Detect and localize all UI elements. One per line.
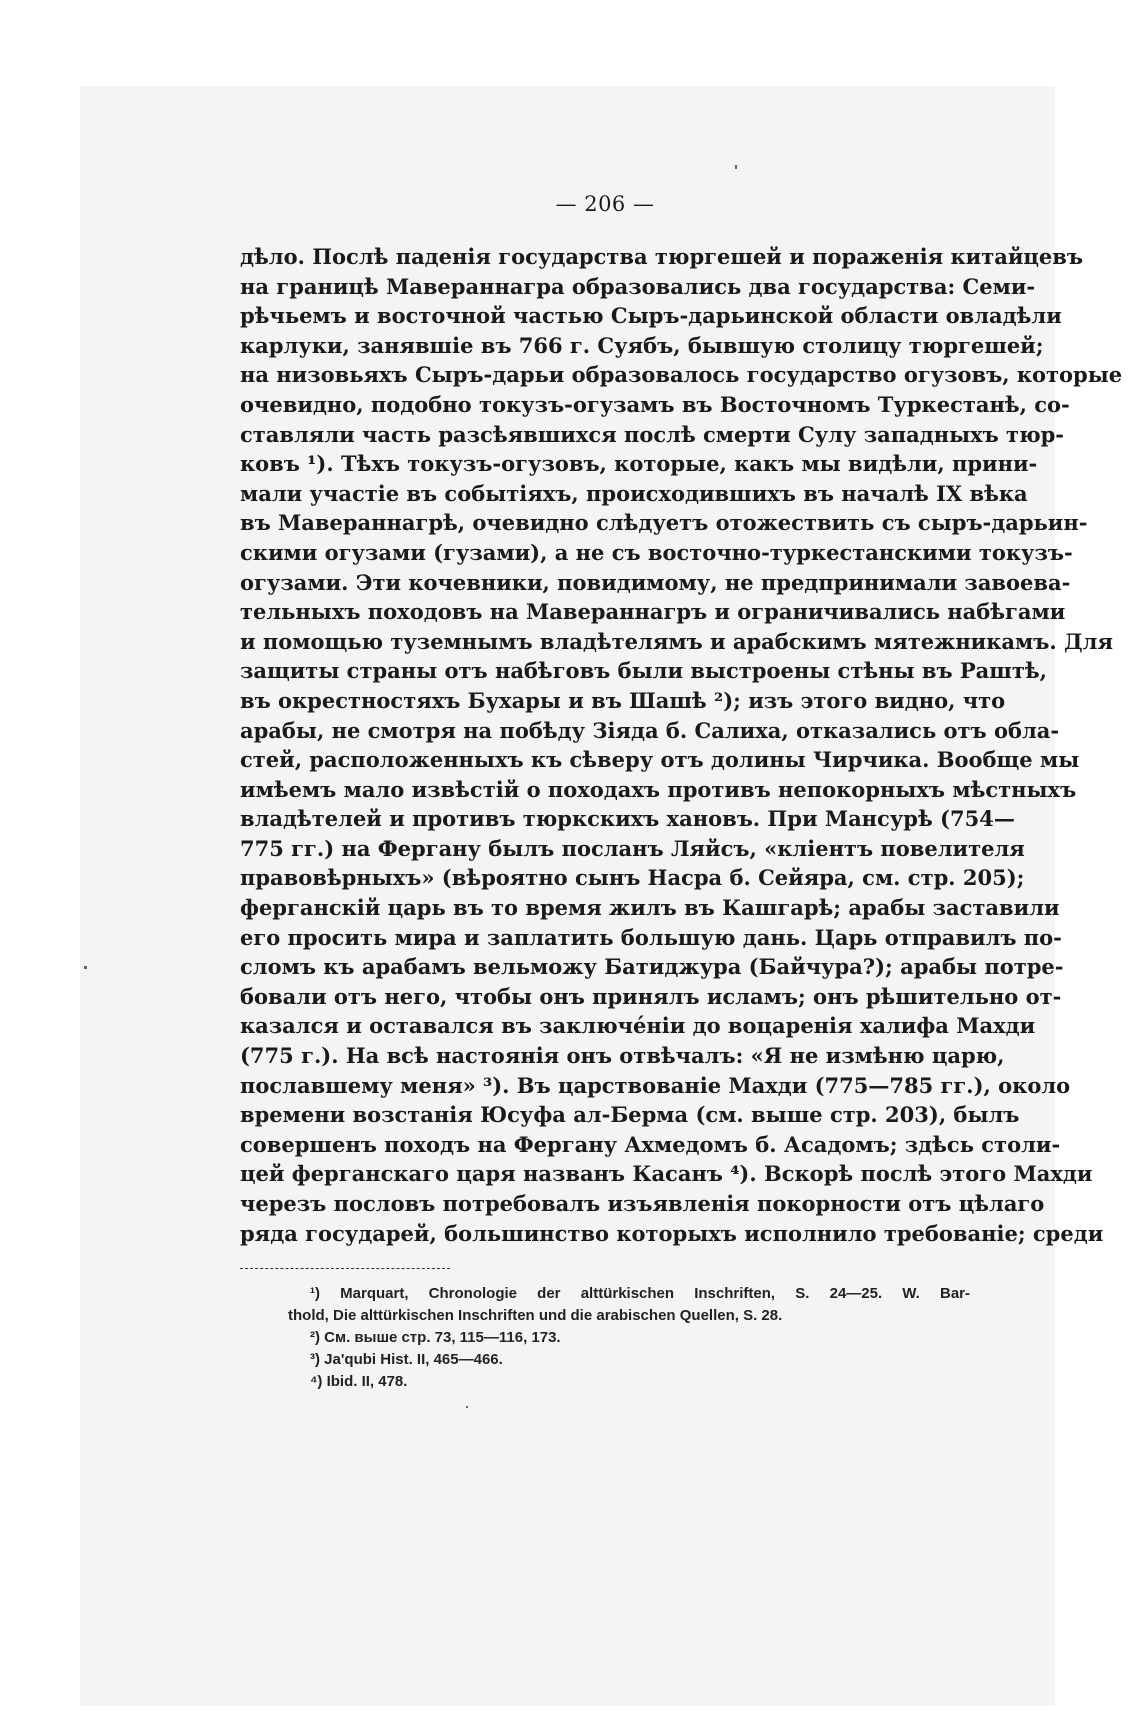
text-line: времени возстанія Юсуфа ал-Берма (см. выше стр. 203), былъ [240, 1102, 1020, 1128]
page-content [240, 192, 1123, 1393]
text-line: скими огузами (гузами), а не съ восточно-туркестанскими токузъ- [240, 539, 1073, 565]
footnote-3: ³) Ja'qubi Hist. II, 465—466. [310, 1351, 503, 1369]
text-line: имѣемъ мало извѣстій о походахъ противъ непокорныхъ мѣстныхъ [240, 776, 1077, 802]
text-line: бовали отъ него, чтобы онъ принялъ исламъ; онъ рѣшительно от- [240, 983, 1062, 1009]
text-line: (775 г.). На всѣ настоянія онъ отвѣчалъ: «Я не измѣню царю, [240, 1043, 1005, 1069]
text-line: въ окрестностяхъ Бухары и въ Шашѣ ²); изъ этого видно, что [240, 687, 1006, 713]
text-line: арабы, не смотря на побѣду Зіяда б. Салиха, отказались отъ обла- [240, 717, 1060, 743]
margin-speck [735, 165, 737, 169]
text-line: сломъ къ арабамъ вельможу Батиджура (Байчура?); арабы потре- [240, 954, 1064, 980]
text-line: казался и оставался въ заключе́ніи до воцаренія халифа Махди [240, 1013, 1036, 1039]
body-text [240, 242, 1123, 1248]
footnote-1: ¹) Marquart, Chronologie der alttürkischen Inschriften, S. 24—25. W. Bar- [310, 1285, 970, 1303]
text-line: черезъ пословъ потребовалъ изъявленія покорности отъ цѣлаго [240, 1191, 1045, 1216]
footnote-4: ⁴) Ibid. II, 478. [310, 1373, 408, 1391]
text-line: ковъ ¹). Тѣхъ токузъ-огузовъ, которые, какъ мы видѣли, прини- [240, 451, 1038, 477]
page-number: — 206 — [555, 192, 655, 216]
text-line: его просить мира и заплатить большую дань. Царь отправилъ по- [240, 924, 1062, 950]
text-line: стей, расположенныхъ къ сѣверу отъ долины Чирчика. Вообще мы [240, 747, 1080, 773]
text-line: на границѣ Мавераннагра образовались два государства: Семи- [240, 273, 1036, 299]
text-line: цей ферганскаго царя названъ Касанъ ⁴). Вскорѣ послѣ этого Махди [240, 1161, 1093, 1187]
footnote-separator [240, 1268, 450, 1269]
text-line: правовѣрныхъ» (вѣроятно сынъ Насра б. Сейяра, см. стр. 205); [240, 865, 1025, 891]
text-line: ряда государей, большинство которыхъ исполнило требованіе; среди [240, 1220, 1104, 1246]
text-line: огузами. Эти кочевники, повидимому, не предпринимали завоева- [240, 569, 1071, 595]
text-line: карлуки, занявшіе въ 766 г. Суябъ, бывшую столицу тюргешей; [240, 332, 1044, 358]
text-line: владѣтелей и противъ тюркскихъ хановъ. При Мансурѣ (754— [240, 806, 1015, 832]
text-line: рѣчьемъ и восточной частью Сыръ-дарьинской области овладѣли [240, 303, 1062, 329]
text-line: дѣло. Послѣ паденія государства тюргешей и пораженія китайцевъ [240, 244, 1083, 269]
text-line: ставляли часть разсѣявшихся послѣ смерти Сулу западныхъ тюр- [240, 421, 1065, 447]
text-line: на низовьяхъ Сыръ-дарьи образовалось государство огузовъ, которые [240, 362, 1123, 388]
text-line: защиты страны отъ набѣговъ были выстроены стѣны въ Раштѣ, [240, 658, 1047, 684]
text-line: 775 гг.) на Фергану былъ посланъ Ляйсъ, «кліентъ повелителя [240, 835, 1025, 861]
margin-speck [466, 1406, 468, 1408]
text-line: въ Мавераннагрѣ, очевидно слѣдуетъ отожествить съ сыръ-дарьин- [240, 510, 1088, 536]
margin-speck [84, 966, 87, 969]
footnotes [240, 1283, 970, 1393]
text-line: ферганскій царь въ то время жилъ въ Кашгарѣ; арабы заставили [240, 895, 1060, 921]
text-line: мали участіе въ событіяхъ, происходившихъ въ началѣ IX вѣка [240, 480, 1028, 506]
text-line: очевидно, подобно токузъ-огузамъ въ Восточномъ Туркестанѣ, со- [240, 391, 1070, 417]
text-line: совершенъ походъ на Фергану Ахмедомъ б. Асадомъ; здѣсь столи- [240, 1131, 1061, 1157]
text-line: тельныхъ походовъ на Мавераннагръ и ограничивались набѣгами [240, 599, 1066, 625]
text-line: и помощью туземнымъ владѣтелямъ и арабскимъ мятежникамъ. Для [240, 628, 1113, 654]
text-line: пославшему меня» ³). Въ царствованіе Махди (775—785 гг.), около [240, 1072, 1071, 1098]
footnote-2: ²) См. выше стр. 73, 115—116, 173. [310, 1329, 561, 1347]
footnote-1-continuation: thold, Die alttürkischen Inschriften und die arabischen Quellen, S. 28. [288, 1307, 783, 1325]
